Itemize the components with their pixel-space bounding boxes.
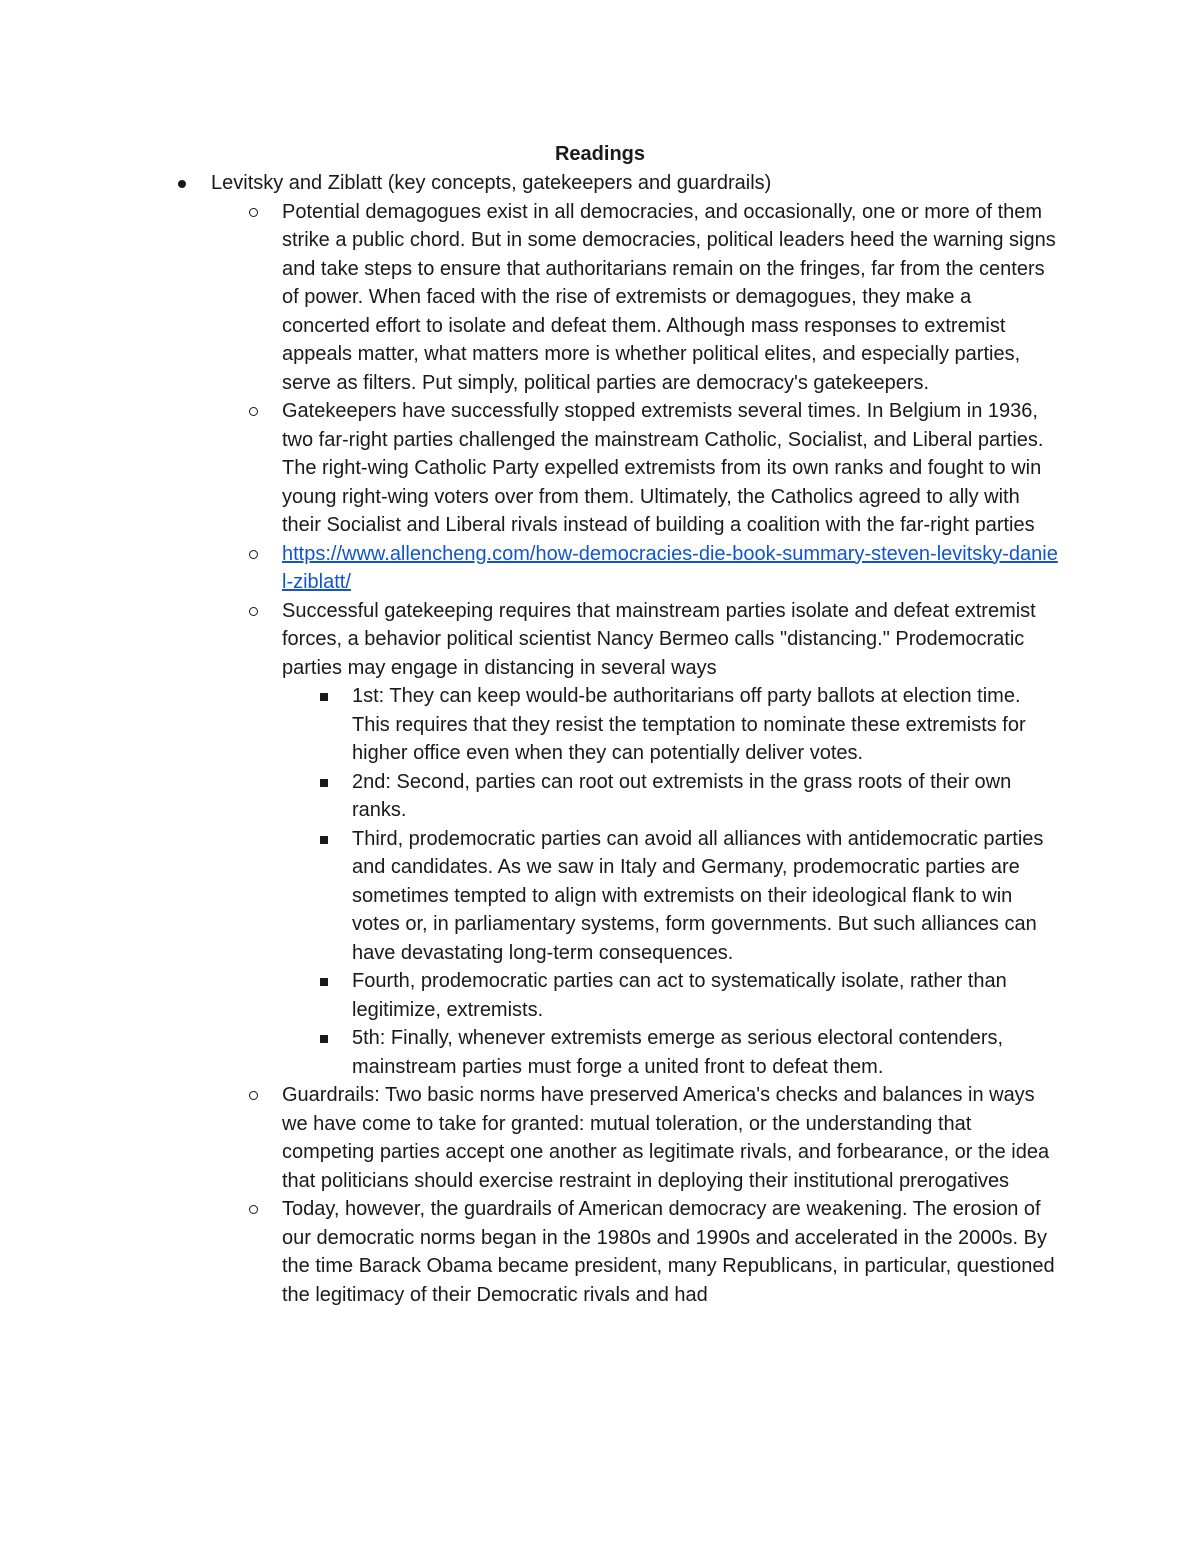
sub-sub-list-item [0,1024,1062,1081]
page-title: Readings [554,143,646,165]
sub-item-text: Potential demagogues exist in all democracies, and occasionally, one or more of them strike a public chord. But in some democracies, political leaders heed the warning signs and take steps to ensure that authoritarians remain on the fringes, far from the centers of power. When faced with the rise of extremists or demagogues, they make a concerted effort to isolate and defeat them. Although mass responses to extremist appeals matter, what matters more is whether political elites, and especially parties, serve as filters. Put simply, political parties are democracy's gatekeepers. [282,200,1056,394]
sub-item-text: Gatekeepers have successfully stopped extremists several times. In Belgium in 1936, two far-right parties challenged the mainstream Catholic, Socialist, and Liberal parties. The right-wing Catholic Party expelled extremists from its own ranks and fought to win young right-wing voters over from them. Ultimately, the Catholics agreed to ally with their Socialist and Liberal rivals instead of building a coalition with the far-right parties [282,400,1044,536]
bullet-circle-icon [249,550,258,559]
bullet-square-icon [320,1035,328,1043]
outline-list [0,169,1200,1309]
sub-sub-item-text: 1st: They can keep would-be authoritarians off party ballots at election time. This requires that they resist the temptation to nominate these extremists for higher office even when they can potentially deliver votes. [352,685,1026,764]
bullet-circle-icon [249,607,258,616]
list-item-text: Levitsky and Ziblatt (key concepts, gatekeepers and guardrails) [211,172,772,194]
sub-sub-list-item [0,682,1062,768]
sub-sub-item-text: 5th: Finally, whenever extremists emerge as serious electoral contenders, mainstream parties must forge a united front to defeat them. [352,1027,1004,1078]
bullet-square-icon [320,779,328,787]
bullet-circle-icon [249,1091,258,1100]
sub-sub-list-item [0,825,1062,968]
sub-list-item [0,597,1062,683]
sub-item-text: Today, however, the guardrails of American democracy are weakening. The erosion of our democratic norms began in the 1980s and 1990s and accelerated in the 2000s. By the time Barack Obama became president, many Republicans, in particular, questioned the legitimacy of their Democratic rivals and had [282,1198,1055,1306]
sub-list-item [0,198,1062,398]
bullet-square-icon [320,836,328,844]
sub-sub-item-text: Third, prodemocratic parties can avoid all alliances with antidemocratic parties and candidates. As we saw in Italy and Germany, prodemocratic parties are sometimes tempted to align with extremists on their ideological flank to win votes or, in parliamentary systems, form governments. But such alliances can have devastating long-term consequences. [352,827,1044,964]
list-item [0,169,1200,198]
sub-sub-list-item [0,967,1062,1024]
sub-list-item [0,540,1062,597]
sub-list-item [0,1081,1062,1195]
bullet-square-icon [320,693,328,701]
summary-link[interactable]: https://www.allencheng.com/how-democracies-die-book-summary-steven-levitsky-daniel-ziblatt/ [282,542,1058,593]
bullet-circle-icon [249,208,258,217]
sub-sub-item-text: 2nd: Second, parties can root out extremists in the grass roots of their own ranks. [352,770,1012,821]
bullet-square-icon [320,978,328,986]
sub-item-text: Successful gatekeeping requires that mainstream parties isolate and defeat extremist forces, a behavior political scientist Nancy Bermeo calls "distancing." Prodemocratic parties may engage in distancing in several ways [282,599,1036,679]
bullet-circle-icon [249,407,258,416]
sub-item-text: Guardrails: Two basic norms have preserved America's checks and balances in ways we have come to take for granted: mutual toleration, or the understanding that competing parties accept one another as legitimate rivals, and forbearance, or the idea that politicians should exercise restraint in deploying their institutional prerogatives [282,1084,1050,1192]
sub-sub-item-text: Fourth, prodemocratic parties can act to systematically isolate, rather than legitimize, extremists. [352,970,1007,1021]
sub-list-item [0,397,1062,540]
sub-list-item [0,1195,1062,1309]
sub-sub-list-item [0,768,1062,825]
bullet-disc-icon [178,180,186,188]
bullet-circle-icon [249,1205,258,1214]
